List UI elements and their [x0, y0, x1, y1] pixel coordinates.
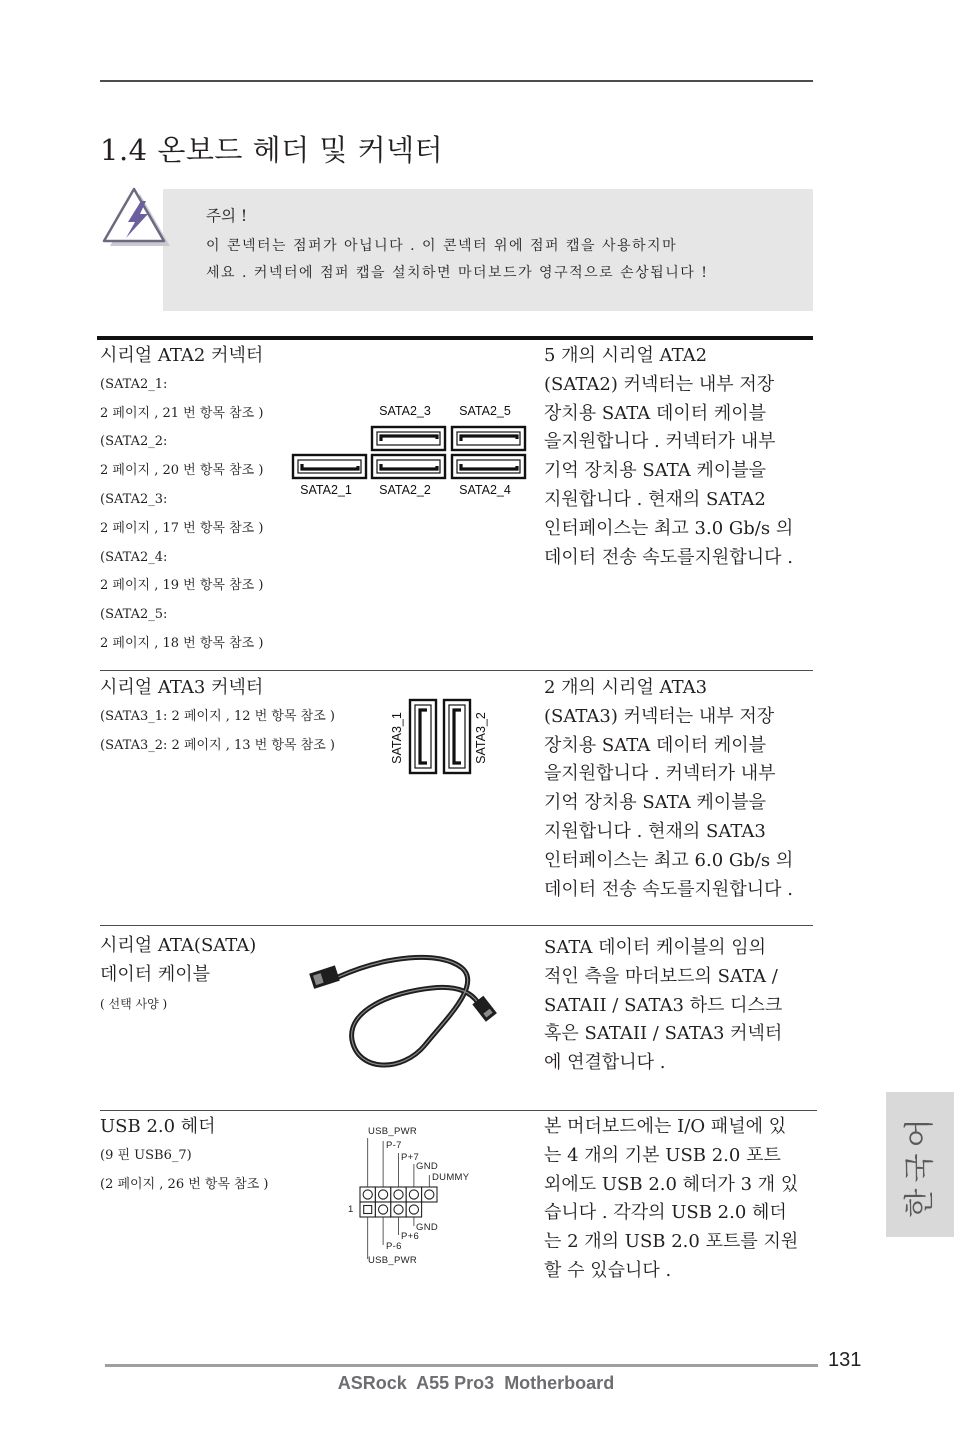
sata2-3-label: SATA2_3: [379, 404, 431, 418]
sata2-2-connector: [372, 455, 445, 478]
sata2-description: [544, 342, 834, 572]
sata3-2-label: SATA3_2: [474, 712, 488, 764]
sata3-1-label: SATA3_1: [390, 712, 404, 764]
description-line: 인터페이스는 최고 6.0 Gb/s 의: [544, 849, 794, 871]
page-title: 1.4 온보드 헤더 및 커넥터: [100, 133, 444, 167]
description-line: 5 개의 시리얼 ATA2: [544, 345, 708, 366]
sata2-4-connector: [452, 455, 525, 478]
sata2-3-connector: [372, 427, 445, 450]
sata-cable-description: [544, 934, 834, 1078]
usb-header-ref-line: (2 페이지 , 26 번 항목 참조 ): [100, 1176, 269, 1192]
description-line: 본 머더보드에는 I/O 패널에 있: [544, 1116, 787, 1137]
sata3-2-connector: [444, 700, 470, 773]
sata3-1-connector: [410, 700, 436, 773]
sata2-ref-line: (SATA2_4:: [100, 549, 168, 565]
sata2-ref-line: 2 페이지 , 18 번 항목 참조 ): [100, 635, 264, 651]
optional-note: ( 선택 사양 ): [100, 996, 168, 1011]
usb-pin-label: GND: [416, 1161, 439, 1172]
caution-text-line: 이 콘넥터는 점퍼가 아닙니다 . 이 콘넥터 위에 점퍼 캡을 사용하지마: [206, 238, 678, 254]
description-line: 에 연결합니다 .: [544, 1052, 666, 1074]
sata2-ref-line: (SATA2_5:: [100, 607, 168, 623]
description-line: 2 개의 시리얼 ATA3: [544, 677, 708, 698]
description-line: 습니다 . 각각의 USB 2.0 헤더: [544, 1202, 787, 1224]
description-line: 혹은 SATAII / SATA3 커넥터: [544, 1023, 783, 1045]
description-line: 데이터 전송 속도를지원합니다 .: [544, 546, 793, 568]
caution-text-line: 세요 . 커넥터에 점퍼 캡을 설치하면 마더보드가 영구적으로 손상됩니다 !: [206, 265, 709, 281]
usb-pin-label: GND: [416, 1222, 439, 1233]
sata2-ref-line: 2 페이지 , 17 번 항목 참조 ): [100, 520, 264, 536]
sata2-4-label: SATA2_4: [459, 483, 511, 497]
warning-icon: [104, 189, 170, 246]
sata2-ref-line: (SATA2_2:: [100, 434, 168, 450]
usb-pin-label: USB_PWR: [368, 1126, 418, 1137]
description-line: 외에도 USB 2.0 헤더가 3 개 있: [544, 1173, 799, 1195]
sata2-ref-line: (SATA2_3:: [100, 491, 168, 507]
description-line: 장치용 SATA 데이터 케이블: [544, 734, 767, 756]
pin1-marker: 1: [348, 1204, 354, 1215]
sata3-left-column: [100, 674, 370, 760]
language-tab-label: 한국어: [902, 1112, 937, 1217]
usb-pin-label: P+6: [401, 1231, 420, 1242]
description-line: 지원합니다 . 현재의 SATA3: [544, 820, 766, 842]
usb-pin-label: P+7: [401, 1152, 420, 1163]
usb-header-pins: [360, 1187, 437, 1217]
description-line: 인터페이스는 최고 3.0 Gb/s 의: [544, 517, 794, 539]
usb-pin-label: USB_PWR: [368, 1255, 418, 1266]
sata2-left-column: [100, 342, 370, 659]
sata2-ref-line: 2 페이지 , 21 번 항목 참조 ): [100, 405, 264, 421]
description-line: (SATA3) 커넥터는 내부 저장: [544, 705, 775, 727]
description-line: (SATA2) 커넥터는 내부 저장: [544, 373, 775, 395]
description-line: 기억 장치용 SATA 케이블을: [544, 460, 767, 482]
sata2-ref-line: 2 페이지 , 20 번 항목 참조 ): [100, 463, 264, 479]
sata2-heading: 시리얼 ATA2 커넥터: [100, 345, 264, 366]
usb-header-left-column: [100, 1113, 370, 1199]
sata3-description: [544, 674, 834, 904]
usb-pin-label: DUMMY: [432, 1172, 470, 1183]
usb-header-heading: USB 2.0 헤더: [100, 1116, 216, 1137]
description-line: SATA 데이터 케이블의 임의: [544, 937, 767, 958]
sata2-5-connector: [452, 427, 525, 450]
description-line: 을지원합니다 . 커넥터가 내부: [544, 431, 776, 453]
sata3-ref-line: (SATA3_2: 2 페이지 , 13 번 항목 참조 ): [100, 737, 335, 753]
footer-rule: [105, 1364, 818, 1367]
footer-product-name: ASRock A55 Pro3 Motherboard: [337, 1373, 615, 1393]
sata-cable-heading: 데이터 케이블: [100, 963, 211, 985]
description-line: 장치용 SATA 데이터 케이블: [544, 402, 767, 424]
page-number: 131: [828, 1349, 862, 1371]
sata3-heading: 시리얼 ATA3 커넥터: [100, 677, 264, 698]
sata2-ref-line: 2 페이지 , 19 번 항목 참조 ): [100, 578, 264, 594]
description-line: SATAII / SATA3 하드 디스크: [544, 994, 783, 1016]
description-line: 기억 장치용 SATA 케이블을: [544, 792, 767, 814]
usb-header-ref-line: (9 핀 USB6_7): [100, 1147, 192, 1163]
description-line: 할 수 있습니다 .: [544, 1259, 672, 1281]
usb-pin-label: P-6: [386, 1241, 402, 1252]
caution-heading: 주의 !: [206, 207, 248, 225]
usb-pin-label: P-7: [386, 1140, 402, 1151]
sata-cable-heading: 시리얼 ATA(SATA): [100, 935, 257, 956]
sata2-1-label: SATA2_1: [300, 483, 352, 497]
description-line: 는 4 개의 기본 USB 2.0 포트: [544, 1144, 781, 1166]
language-side-tab: [886, 1092, 954, 1237]
sata2-5-label: SATA2_5: [459, 404, 511, 418]
sata3-ref-line: (SATA3_1: 2 페이지 , 12 번 항목 참조 ): [100, 708, 335, 724]
description-line: 지원합니다 . 현재의 SATA2: [544, 488, 766, 510]
description-line: 는 2 개의 USB 2.0 포트를 지원: [544, 1231, 799, 1253]
sata2-ref-line: (SATA2_1:: [100, 376, 168, 392]
description-line: 을지원합니다 . 커넥터가 내부: [544, 763, 776, 785]
sata-cable-left-column: [100, 932, 370, 1018]
description-line: 적인 측을 마더보드의 SATA /: [544, 965, 778, 987]
usb-header-description: [544, 1113, 834, 1286]
sata2-2-label: SATA2_2: [379, 483, 431, 497]
description-line: 데이터 전송 속도를지원합니다 .: [544, 878, 793, 900]
